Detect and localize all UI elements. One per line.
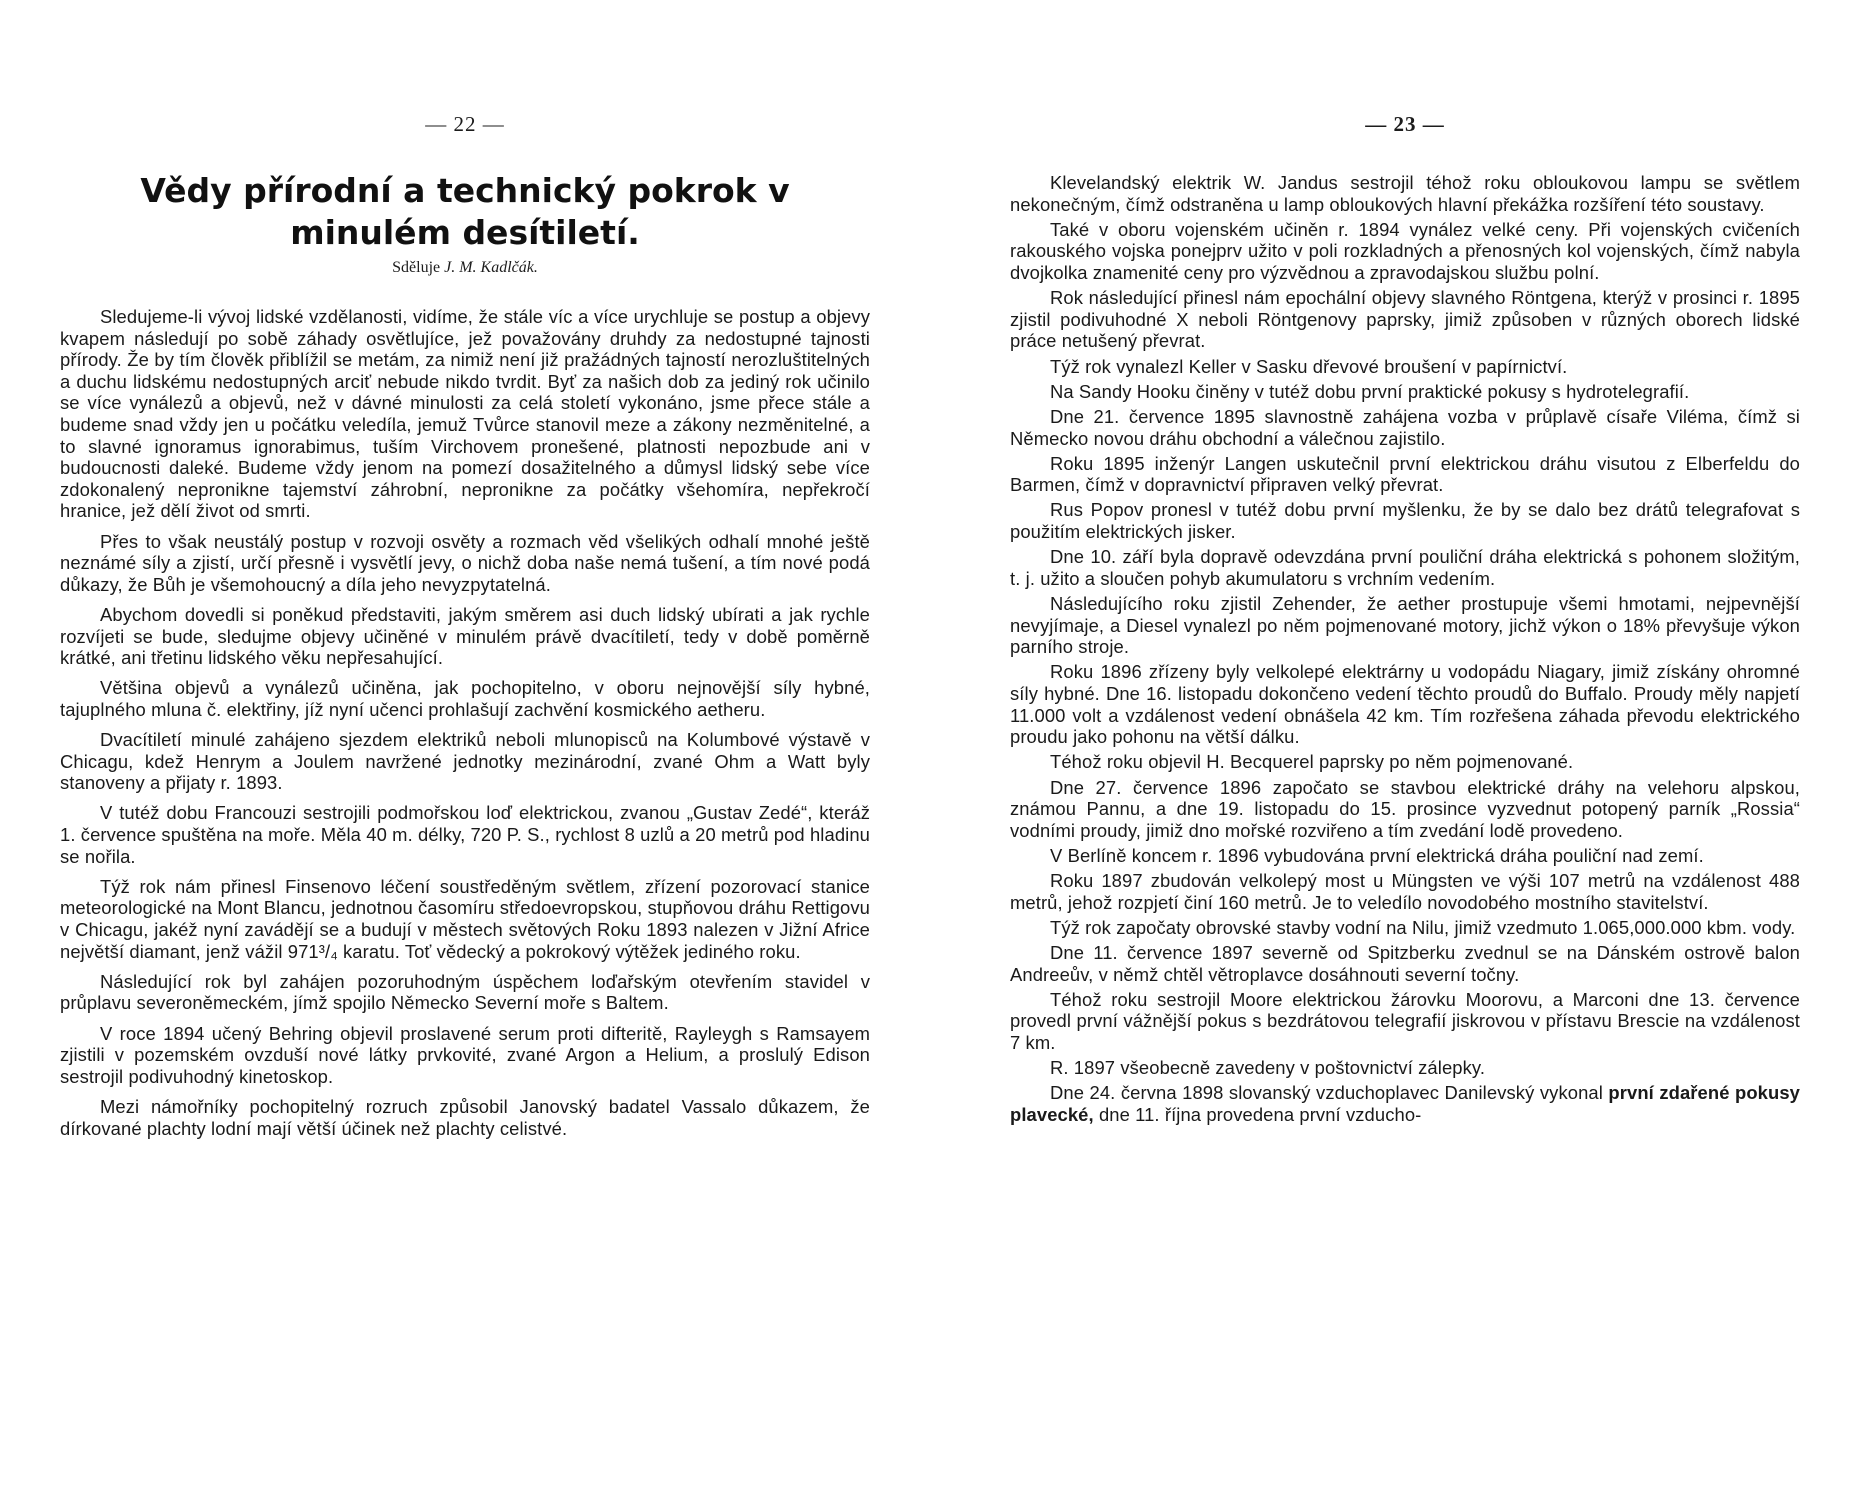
paragraph: Roku 1895 inženýr Langen uskutečnil první elektrickou dráhu visutou z Elberfeldu do Barmen, čímž v dopravnictví připraven velký převrat.	[1010, 452, 1800, 496]
page-number-left: — 22 —	[425, 112, 505, 136]
paragraph: Dne 21. července 1895 slavnostně zahájena vozba v průplavě císaře Viléma, čímž si Německo novou dráhu obchodní a válečnou zajistilo.	[1010, 405, 1800, 449]
paragraph: Dne 10. září byla dopravě odevzdána první pouliční dráha elektrická s pohonem složitým, t. j. užito a sloučen pohyb akumulatoru s vrchním vedením.	[1010, 546, 1800, 589]
paragraph: Téhož roku objevil H. Becquerel paprsky po něm pojmenované.	[1050, 751, 1574, 773]
last-paragraph-end: dne 11. října provedena první vzducho-	[1098, 1104, 1422, 1126]
paragraph: Týž rok vynalezl Keller v Sasku dřevové broušení v papírnictví.	[1050, 355, 1568, 377]
paragraph: Rok následující přinesl nám epochální objevy slavného Röntgena, kterýž v prosinci r. 1895 zjistil podivuhodné X neboli Röntgenovy paprsky, jimiž způsoben v různých oborech lidské práce netušený převrat.	[1010, 287, 1800, 352]
byline-prefix: Sděluje	[392, 259, 441, 276]
paragraph: Klevelandský elektrik W. Jandus sestrojil téhož roku obloukovou lampu se světlem nekonečným, čímž odstraněna u lamp obloukových hlavní překážka rozšíření této soustavy.	[1010, 172, 1800, 215]
paragraph: R. 1897 všeobecně zavedeny v poštovnictví zálepky.	[1050, 1057, 1486, 1079]
paragraph: Abychom dovedli si poněkud představiti, jakým směrem asi duch lidský ubírati a jak rychle rozvíjeti se bude, sledujme objevy učiněné v minulém právě dvacítiletí, tedy v době poměrně krátké, ani třetinu lidského věku nepřesahující.	[60, 603, 870, 669]
paragraph: Na Sandy Hooku činěny v tutéž dobu první praktické pokusy s hydrotelegrafií.	[1050, 380, 1690, 402]
paragraph: V roce 1894 učený Behring objevil proslavené serum proti difteritě, Rayleygh s Ramsayem zjistili v pozemském ovzduší nové látky prvkovité, zvané Argon a Helium, a proslulý Edison sestrojil podivuhodný kinetoskop.	[60, 1022, 870, 1087]
paragraph: Sledujeme-li vývoj lidské vzdělanosti, vidíme, že stále víc a více urychluje se postup a objevy kvapem následují po sobě záhady osvětlujíce, jež považovány druhdy za nedostupné tajnosti přírody. Že by tím člověk přiblížil se metám, za nimiž není již pražádných tajností nerozluštitelných a duchu lidskému nedostupných arciť nebude nikdo tvrdit. Byť za našich dob za jediný rok učinilo se více vynálezů a objevů, než v dávné minulosti za celá století vykonáno, jsme přece stále a budeme snad vždy jen u počátku veledíla, jemuž Tvůrce stanovil meze a zákony nezměnitelné, a to slavné ignoramus ignorabimus, tuším Virchovem pronešené, platnosti nepozbude ani v budoucnosti daleké. Budeme vždy jenom na pomezí dosažitelného a důmysl lidský sebe více zdokonalený nepronikne tajemství záhrobní, nepronikne za počátky všehomíra, nepřekročí hranice, jež dělí život od smrti.	[60, 306, 870, 522]
right-body-text	[1010, 172, 1800, 1129]
paragraph: Také v oboru vojenském učiněn r. 1894 vynález velké ceny. Při vojenských cvičeních rakouského vojska ponejprv užito v poli rozkladných a přenosných kol vojenských, čímž nabyla dvojkolka znamenité ceny pro výzvědnou a zpravodajskou službu polní.	[1010, 218, 1800, 283]
byline	[60, 259, 870, 277]
paragraph: V Berlíně koncem r. 1896 vybudována první elektrická dráha pouliční nad zemí.	[1050, 844, 1704, 866]
paragraph: Většina objevů a vynálezů učiněna, jak pochopitelno, v oboru nejnovější síly hybné, tajuplného mluna č. elektřiny, jíž nyní učenci prohlašují zachvění kosmického aetheru.	[60, 677, 870, 720]
paragraph: Mezi námořníky pochopitelný rozruch způsobil Janovský badatel Vassalo důkazem, že dírkované plachty lodní mají větší účinek než plachty celistvé.	[60, 1095, 870, 1139]
paragraph: Následující rok byl zahájen pozoruhodným úspěchem loďařským otevřením stavidel v průplavu severoněmeckém, jímž spojilo Německo Severní moře s Baltem.	[60, 970, 870, 1014]
paragraph: Týž rok započaty obrovské stavby vodní na Nilu, jimiž vzedmuto 1.065,000.000 kbm. vody.	[1050, 916, 1796, 938]
byline-author: J. M. Kadlčák.	[444, 259, 538, 276]
paragraph: Roku 1897 zbudován velkolepý most u Müngsten ve výši 107 metrů na vzdálenost 488 metrů, jehož rozpjetí činí 160 metrů. Je to veledílo novodobého mostního stavitelství.	[1010, 870, 1800, 913]
paragraph: Týž rok nám přinesl Finsenovo léčení soustředěným světlem, zřízení pozorovací stanice meteorologické na Mont Blancu, jednotnou časomíru středoevropskou, stupňovou dráhu Rettigovu v Chicagu, jakéž nyní zavádějí se a budují v městech světových Roku 1893 nalezen v Jižní Africe největší diamant, jenž vážil 971³/₄ karatu. Toť vědecký a pokrokový výtěžek jediného roku.	[60, 875, 870, 962]
article-title: Vědy přírodní a technický pokrok v minulém desítiletí.	[140, 171, 790, 252]
paragraph: Téhož roku sestrojil Moore elektrickou žárovku Moorovu, a Marconi dne 13. července provedl první vážnější pokus s bezdrátovou telegrafií jiskrovou v přístavu Brescie na vzdálenost 7 km.	[1010, 988, 1800, 1054]
last-paragraph	[1010, 1082, 1800, 1125]
paragraph: Rus Popov pronesl v tutéž dobu první myšlenku, že by se dalo bez drátů telegrafovat s použitím elektrických jisker.	[1010, 499, 1800, 543]
last-paragraph-bold: první zdařené pokusy plavecké,	[1010, 1082, 1801, 1126]
left-body-text	[60, 306, 870, 1148]
paragraph: Dne 11. července 1897 severně od Spitzberku zvednul se na Dánském ostrově balon Andreeův, v němž chtěl větroplavce dosáhnouti severní točny.	[1010, 942, 1800, 985]
paragraph: Dne 27. července 1896 započato se stavbou elektrické dráhy na velehoru alpskou, známou Pannu, a dne 19. listopadu do 15. prosince vyzvednut potopený parník „Rossia“ vodními proudy, jimiž dno mořské rozviřeno a tím zvedání lodě provedeno.	[1010, 776, 1800, 841]
page-number-right: — 23 —	[1365, 112, 1445, 136]
paragraph: Následujícího roku zjistil Zehender, že aether prostupuje všemi hmotami, nejpevnější nevyjímaje, a Diesel vynalezl po něm pojmenované motory, jichž výkon o 18% převyšuje výkon parního stroje.	[1010, 593, 1800, 658]
paragraph: Přes to však neustálý postup v rozvoji osvěty a rozmach věd všelikých odhalí mnohé ještě neznámé síly a zjistí, určí přesně i vysvětlí jevy, o nichž doba naše nemá tušení, a tím nové podá důkazy, že Bůh je všemohoucný a díla jeho nevyzpytatelná.	[60, 530, 870, 595]
paragraph: Roku 1896 zřízeny byly velkolepé elektrárny u vodopádu Niagary, jimiž získány ohromné síly hybné. Dne 16. listopadu dokončeno vedení těchto proudů do Buffalo. Proudy měly napjetí 11.000 volt a vzdálenost vedení obnášela 42 km. Tím rozřešena záhada převodu elektrického proudu jako pohonu na větší dálku.	[1010, 661, 1800, 748]
paragraph: V tutéž dobu Francouzi sestrojili podmořskou loď elektrickou, zvanou „Gustav Zedé“, kteráž 1. července spuštěna na moře. Měla 40 m. délky, 720 P. S., rychlost 8 uzlů a 20 metrů pod hladinu se nořila.	[60, 802, 870, 867]
last-paragraph-start: Dne 24. června 1898 slovanský vzduchoplavec Danilevský vykonal	[1050, 1082, 1603, 1104]
paragraph: Dvacítiletí minulé zahájeno sjezdem elektriků neboli mlunopisců na Kolumbové výstavě v Chicagu, kdež Henrym a Joulem navržené jednotky mezinárodní, zvané Ohm a Watt byly stanoveny a přijaty r. 1893.	[60, 729, 870, 794]
